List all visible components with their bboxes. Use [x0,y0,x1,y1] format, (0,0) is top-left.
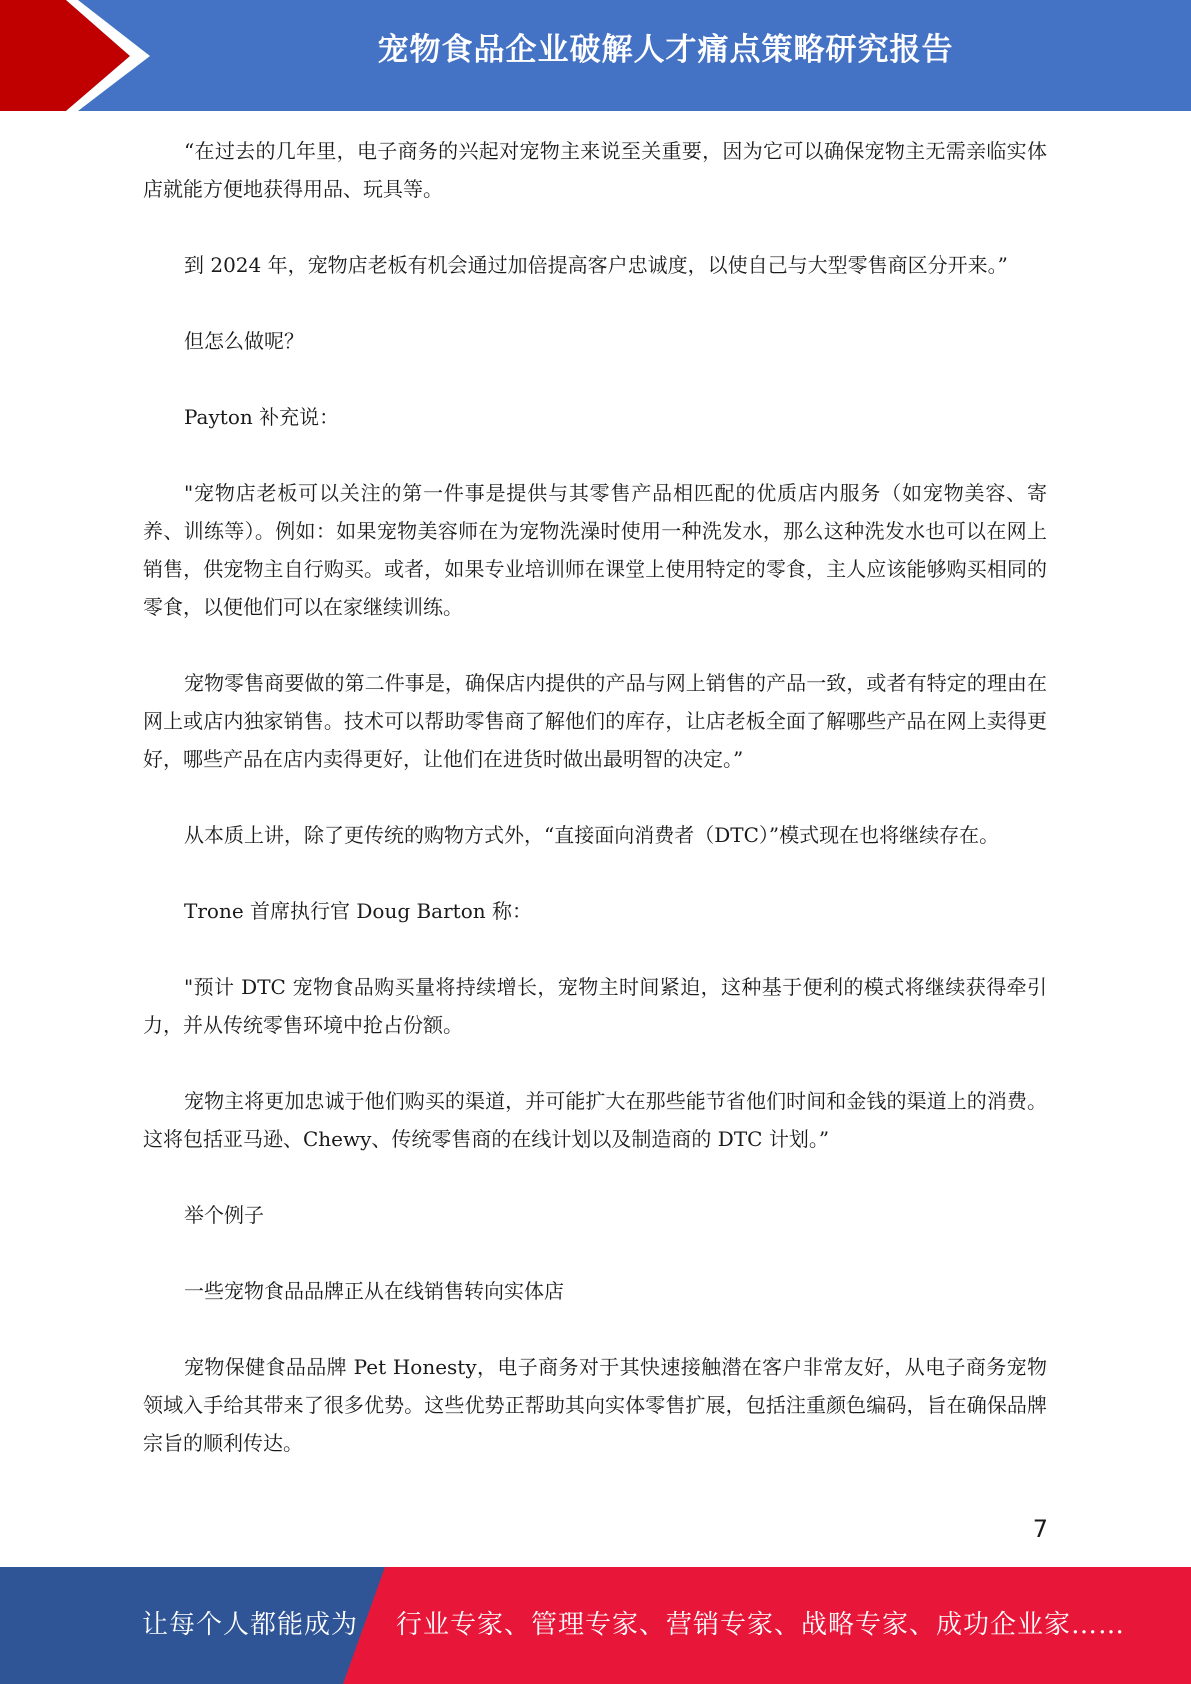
footer-slogan-right: 行业专家、管理专家、营销专家、战略专家、成功企业家…… [396,1610,1126,1640]
chevron-arrow-icon [0,0,160,111]
paragraph: Trone 首席执行官 Doug Barton 称： [184,899,532,923]
paragraph: "预计 DTC 宠物食品购买量将持续增长，宠物主时间紧迫，这种基于便利的模式将继续获得牵引力，并从传统零售环境中抢占份额。 [143,975,1047,1037]
paragraph: 从本质上讲，除了更传统的购物方式外，“直接面向消费者（DTC）”模式现在也将继续存在。 [184,823,1000,847]
paragraph: 但怎么做呢？ [184,329,304,353]
report-title: 宠物食品企业破解人才痛点策略研究报告 [377,32,954,68]
paragraph: "宠物店老板可以关注的第一件事是提供与其零售产品相匹配的优质店内服务（如宠物美容、寄养、训练等）。例如：如果宠物美容师在为宠物洗澡时使用一种洗发水，那么这种洗发水也可以在网上销售，供宠物主自行购买。或者，如果专业培训师在课堂上使用特定的零食，主人应该能够购买相同的零食，以便他们可以在家继续训练。 [143,481,1047,619]
main-content [143,132,1047,1500]
paragraph: 宠物零售商要做的第二件事是，确保店内提供的产品与网上销售的产品一致，或者有特定的理由在网上或店内独家销售。技术可以帮助零售商了解他们的库存，让店老板全面了解哪些产品在网上卖得更好，哪些产品在店内卖得更好，让他们在进货时做出最明智的决定。” [143,671,1047,771]
paragraph: 宠物主将更加忠诚于他们购买的渠道，并可能扩大在那些能节省他们时间和金钱的渠道上的消费。这将包括亚马逊、Chewy、传统零售商的在线计划以及制造商的 DTC 计划。” [143,1089,1047,1151]
footer-slogan-left: 让每个人都能成为 [142,1610,359,1640]
paragraph: 举个例子 [184,1203,264,1227]
page-number: 7 [1032,1515,1048,1543]
paragraph: 宠物保健食品品牌 Pet Honesty，电子商务对于其快速接触潜在客户非常友好，从电子商务宠物领域入手给其带来了很多优势。这些优势正帮助其向实体零售扩展，包括注重颜色编码，旨在确保品牌宗旨的顺利传达。 [143,1355,1047,1455]
paragraph: “在过去的几年里，电子商务的兴起对宠物主来说至关重要，因为它可以确保宠物主无需亲临实体店就能方便地获得用品、玩具等。 [143,139,1047,201]
footer-band [0,1567,1191,1684]
paragraph: 一些宠物食品品牌正从在线销售转向实体店 [184,1279,564,1303]
paragraph: 到 2024 年，宠物店老板有机会通过加倍提高客户忠诚度，以使自己与大型零售商区分开来。” [184,253,1008,277]
paragraph: Payton 补充说： [184,405,340,429]
header-band [0,0,1191,111]
